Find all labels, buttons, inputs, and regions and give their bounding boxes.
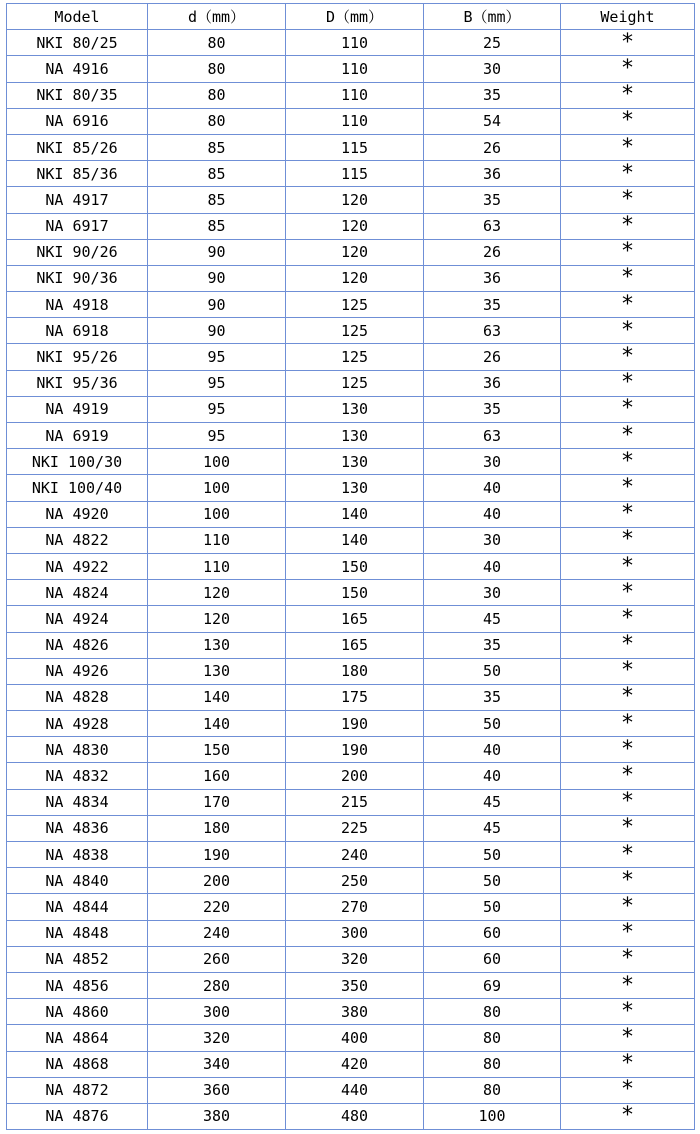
cell-width: 30 [424, 449, 561, 475]
cell-weight: * [561, 396, 695, 422]
cell-inner-diameter: 120 [148, 606, 286, 632]
cell-weight: * [561, 239, 695, 265]
table-row [7, 632, 695, 658]
table-row [7, 82, 695, 108]
table-row [7, 501, 695, 527]
cell-weight: * [561, 423, 695, 449]
cell-weight: * [561, 763, 695, 789]
cell-model: NA 4917 [7, 187, 148, 213]
cell-width: 80 [424, 999, 561, 1025]
table-row [7, 265, 695, 291]
table-row [7, 213, 695, 239]
cell-inner-diameter: 90 [148, 292, 286, 318]
table-row [7, 789, 695, 815]
table-row [7, 1051, 695, 1077]
cell-model: NA 6917 [7, 213, 148, 239]
table-row [7, 1077, 695, 1103]
bearing-spec-table [6, 3, 695, 1130]
cell-model: NKI 100/30 [7, 449, 148, 475]
table-header-row [7, 4, 695, 30]
cell-weight: * [561, 161, 695, 187]
cell-model: NA 4856 [7, 972, 148, 998]
table-row [7, 344, 695, 370]
table-row [7, 920, 695, 946]
cell-width: 40 [424, 737, 561, 763]
cell-inner-diameter: 280 [148, 972, 286, 998]
cell-inner-diameter: 110 [148, 527, 286, 553]
cell-inner-diameter: 320 [148, 1025, 286, 1051]
cell-width: 45 [424, 815, 561, 841]
cell-model: NA 4836 [7, 815, 148, 841]
cell-width: 40 [424, 475, 561, 501]
cell-inner-diameter: 100 [148, 449, 286, 475]
cell-inner-diameter: 140 [148, 711, 286, 737]
cell-inner-diameter: 200 [148, 868, 286, 894]
cell-outer-diameter: 130 [286, 423, 424, 449]
cell-width: 50 [424, 868, 561, 894]
cell-weight: * [561, 606, 695, 632]
cell-outer-diameter: 125 [286, 318, 424, 344]
cell-weight: * [561, 632, 695, 658]
cell-inner-diameter: 260 [148, 946, 286, 972]
cell-inner-diameter: 100 [148, 475, 286, 501]
cell-weight: * [561, 711, 695, 737]
cell-inner-diameter: 95 [148, 344, 286, 370]
header-weight: Weight [561, 4, 695, 30]
cell-width: 35 [424, 187, 561, 213]
cell-outer-diameter: 440 [286, 1077, 424, 1103]
table-row [7, 1103, 695, 1129]
cell-weight: * [561, 684, 695, 710]
cell-weight: * [561, 868, 695, 894]
table-row [7, 868, 695, 894]
cell-outer-diameter: 400 [286, 1025, 424, 1051]
cell-width: 40 [424, 553, 561, 579]
cell-inner-diameter: 180 [148, 815, 286, 841]
cell-weight: * [561, 449, 695, 475]
cell-weight: * [561, 946, 695, 972]
cell-outer-diameter: 120 [286, 239, 424, 265]
cell-weight: * [561, 815, 695, 841]
cell-inner-diameter: 360 [148, 1077, 286, 1103]
cell-outer-diameter: 190 [286, 711, 424, 737]
cell-outer-diameter: 125 [286, 292, 424, 318]
cell-inner-diameter: 90 [148, 239, 286, 265]
cell-outer-diameter: 225 [286, 815, 424, 841]
cell-weight: * [561, 213, 695, 239]
cell-outer-diameter: 130 [286, 449, 424, 475]
cell-outer-diameter: 110 [286, 30, 424, 56]
table-row [7, 711, 695, 737]
cell-model: NA 4832 [7, 763, 148, 789]
table-row [7, 475, 695, 501]
table-row [7, 1025, 695, 1051]
cell-width: 60 [424, 920, 561, 946]
table-row [7, 187, 695, 213]
cell-width: 26 [424, 344, 561, 370]
cell-inner-diameter: 110 [148, 553, 286, 579]
table-row [7, 763, 695, 789]
cell-width: 45 [424, 789, 561, 815]
cell-width: 40 [424, 763, 561, 789]
table-row [7, 423, 695, 449]
cell-model: NA 4824 [7, 580, 148, 606]
table-row [7, 684, 695, 710]
cell-model: NA 4860 [7, 999, 148, 1025]
cell-inner-diameter: 160 [148, 763, 286, 789]
table-body [7, 30, 695, 1130]
cell-outer-diameter: 250 [286, 868, 424, 894]
cell-weight: * [561, 737, 695, 763]
cell-inner-diameter: 90 [148, 318, 286, 344]
table-row [7, 239, 695, 265]
cell-inner-diameter: 140 [148, 684, 286, 710]
table-row [7, 580, 695, 606]
cell-weight: * [561, 553, 695, 579]
cell-width: 63 [424, 213, 561, 239]
cell-width: 45 [424, 606, 561, 632]
cell-model: NA 4918 [7, 292, 148, 318]
cell-weight: * [561, 1025, 695, 1051]
cell-weight: * [561, 56, 695, 82]
cell-inner-diameter: 95 [148, 370, 286, 396]
cell-width: 69 [424, 972, 561, 998]
cell-width: 36 [424, 161, 561, 187]
cell-outer-diameter: 320 [286, 946, 424, 972]
table-row [7, 999, 695, 1025]
table-row [7, 108, 695, 134]
cell-weight: * [561, 30, 695, 56]
table-row [7, 30, 695, 56]
cell-outer-diameter: 215 [286, 789, 424, 815]
cell-model: NA 4864 [7, 1025, 148, 1051]
cell-width: 25 [424, 30, 561, 56]
cell-model: NKI 80/25 [7, 30, 148, 56]
cell-inner-diameter: 85 [148, 187, 286, 213]
cell-model: NA 4834 [7, 789, 148, 815]
cell-weight: * [561, 580, 695, 606]
cell-weight: * [561, 789, 695, 815]
cell-outer-diameter: 150 [286, 553, 424, 579]
cell-width: 36 [424, 265, 561, 291]
cell-inner-diameter: 150 [148, 737, 286, 763]
cell-inner-diameter: 100 [148, 501, 286, 527]
cell-inner-diameter: 120 [148, 580, 286, 606]
cell-weight: * [561, 920, 695, 946]
cell-outer-diameter: 130 [286, 475, 424, 501]
cell-model: NA 4916 [7, 56, 148, 82]
cell-outer-diameter: 240 [286, 842, 424, 868]
cell-model: NA 4876 [7, 1103, 148, 1129]
cell-model: NA 4848 [7, 920, 148, 946]
cell-weight: * [561, 318, 695, 344]
cell-model: NA 4840 [7, 868, 148, 894]
cell-model: NA 4868 [7, 1051, 148, 1077]
cell-width: 80 [424, 1025, 561, 1051]
header-outer-diameter: D（mm） [286, 4, 424, 30]
cell-outer-diameter: 110 [286, 82, 424, 108]
cell-inner-diameter: 80 [148, 30, 286, 56]
cell-weight: * [561, 344, 695, 370]
cell-weight: * [561, 370, 695, 396]
cell-width: 35 [424, 396, 561, 422]
cell-inner-diameter: 85 [148, 161, 286, 187]
cell-width: 26 [424, 134, 561, 160]
cell-width: 54 [424, 108, 561, 134]
table-row [7, 606, 695, 632]
table-row [7, 370, 695, 396]
cell-model: NKI 100/40 [7, 475, 148, 501]
cell-model: NA 4830 [7, 737, 148, 763]
cell-model: NA 4828 [7, 684, 148, 710]
cell-model: NA 6918 [7, 318, 148, 344]
cell-model: NA 4852 [7, 946, 148, 972]
cell-outer-diameter: 165 [286, 606, 424, 632]
cell-weight: * [561, 894, 695, 920]
cell-width: 80 [424, 1077, 561, 1103]
table-row [7, 658, 695, 684]
cell-outer-diameter: 270 [286, 894, 424, 920]
cell-weight: * [561, 475, 695, 501]
cell-outer-diameter: 420 [286, 1051, 424, 1077]
header-model: Model [7, 4, 148, 30]
cell-outer-diameter: 120 [286, 265, 424, 291]
cell-model: NA 4872 [7, 1077, 148, 1103]
cell-weight: * [561, 134, 695, 160]
cell-inner-diameter: 80 [148, 56, 286, 82]
cell-model: NKI 95/36 [7, 370, 148, 396]
cell-width: 50 [424, 658, 561, 684]
cell-outer-diameter: 120 [286, 213, 424, 239]
table-row [7, 842, 695, 868]
cell-model: NA 4924 [7, 606, 148, 632]
cell-inner-diameter: 340 [148, 1051, 286, 1077]
cell-inner-diameter: 95 [148, 396, 286, 422]
cell-width: 50 [424, 711, 561, 737]
cell-inner-diameter: 85 [148, 134, 286, 160]
cell-width: 35 [424, 82, 561, 108]
cell-inner-diameter: 130 [148, 658, 286, 684]
cell-outer-diameter: 190 [286, 737, 424, 763]
cell-weight: * [561, 527, 695, 553]
table-row [7, 737, 695, 763]
table-row [7, 946, 695, 972]
cell-model: NA 4920 [7, 501, 148, 527]
cell-width: 100 [424, 1103, 561, 1129]
cell-outer-diameter: 165 [286, 632, 424, 658]
cell-outer-diameter: 300 [286, 920, 424, 946]
cell-model: NKI 90/26 [7, 239, 148, 265]
cell-weight: * [561, 842, 695, 868]
cell-width: 63 [424, 423, 561, 449]
cell-inner-diameter: 85 [148, 213, 286, 239]
cell-weight: * [561, 108, 695, 134]
cell-inner-diameter: 80 [148, 82, 286, 108]
cell-weight: * [561, 972, 695, 998]
cell-weight: * [561, 658, 695, 684]
cell-weight: * [561, 999, 695, 1025]
cell-weight: * [561, 292, 695, 318]
cell-outer-diameter: 130 [286, 396, 424, 422]
cell-inner-diameter: 380 [148, 1103, 286, 1129]
table-row [7, 972, 695, 998]
table-row [7, 56, 695, 82]
cell-model: NA 4826 [7, 632, 148, 658]
cell-model: NKI 90/36 [7, 265, 148, 291]
cell-model: NKI 85/36 [7, 161, 148, 187]
cell-model: NKI 85/26 [7, 134, 148, 160]
table-row [7, 292, 695, 318]
cell-outer-diameter: 380 [286, 999, 424, 1025]
cell-width: 35 [424, 292, 561, 318]
cell-inner-diameter: 240 [148, 920, 286, 946]
cell-weight: * [561, 265, 695, 291]
cell-outer-diameter: 175 [286, 684, 424, 710]
cell-inner-diameter: 90 [148, 265, 286, 291]
cell-weight: * [561, 501, 695, 527]
cell-outer-diameter: 140 [286, 501, 424, 527]
cell-inner-diameter: 170 [148, 789, 286, 815]
cell-model: NA 4919 [7, 396, 148, 422]
cell-weight: * [561, 1077, 695, 1103]
table-row [7, 161, 695, 187]
cell-inner-diameter: 130 [148, 632, 286, 658]
table-row [7, 894, 695, 920]
cell-width: 50 [424, 894, 561, 920]
cell-weight: * [561, 1103, 695, 1129]
header-inner-diameter: d（mm） [148, 4, 286, 30]
cell-width: 63 [424, 318, 561, 344]
cell-inner-diameter: 95 [148, 423, 286, 449]
cell-width: 60 [424, 946, 561, 972]
table-row [7, 527, 695, 553]
cell-width: 30 [424, 527, 561, 553]
cell-inner-diameter: 220 [148, 894, 286, 920]
cell-width: 30 [424, 580, 561, 606]
cell-model: NA 4838 [7, 842, 148, 868]
cell-inner-diameter: 80 [148, 108, 286, 134]
cell-outer-diameter: 120 [286, 187, 424, 213]
cell-width: 36 [424, 370, 561, 396]
cell-model: NA 4922 [7, 553, 148, 579]
cell-outer-diameter: 480 [286, 1103, 424, 1129]
cell-model: NA 4926 [7, 658, 148, 684]
cell-outer-diameter: 180 [286, 658, 424, 684]
cell-outer-diameter: 140 [286, 527, 424, 553]
table-row [7, 134, 695, 160]
cell-model: NA 6919 [7, 423, 148, 449]
cell-model: NA 4822 [7, 527, 148, 553]
cell-model: NA 4928 [7, 711, 148, 737]
cell-model: NA 4844 [7, 894, 148, 920]
cell-weight: * [561, 82, 695, 108]
cell-outer-diameter: 125 [286, 344, 424, 370]
table-row [7, 449, 695, 475]
cell-width: 40 [424, 501, 561, 527]
cell-model: NKI 95/26 [7, 344, 148, 370]
cell-weight: * [561, 187, 695, 213]
cell-outer-diameter: 110 [286, 108, 424, 134]
cell-outer-diameter: 115 [286, 161, 424, 187]
cell-width: 30 [424, 56, 561, 82]
cell-weight: * [561, 1051, 695, 1077]
cell-outer-diameter: 125 [286, 370, 424, 396]
cell-outer-diameter: 350 [286, 972, 424, 998]
cell-width: 35 [424, 632, 561, 658]
cell-width: 50 [424, 842, 561, 868]
cell-inner-diameter: 300 [148, 999, 286, 1025]
table-row [7, 815, 695, 841]
cell-model: NKI 80/35 [7, 82, 148, 108]
table-row [7, 553, 695, 579]
cell-outer-diameter: 115 [286, 134, 424, 160]
table-row [7, 396, 695, 422]
cell-width: 80 [424, 1051, 561, 1077]
cell-outer-diameter: 200 [286, 763, 424, 789]
table-row [7, 318, 695, 344]
cell-outer-diameter: 110 [286, 56, 424, 82]
cell-width: 26 [424, 239, 561, 265]
cell-width: 35 [424, 684, 561, 710]
cell-outer-diameter: 150 [286, 580, 424, 606]
cell-model: NA 6916 [7, 108, 148, 134]
header-width: B（mm） [424, 4, 561, 30]
cell-inner-diameter: 190 [148, 842, 286, 868]
